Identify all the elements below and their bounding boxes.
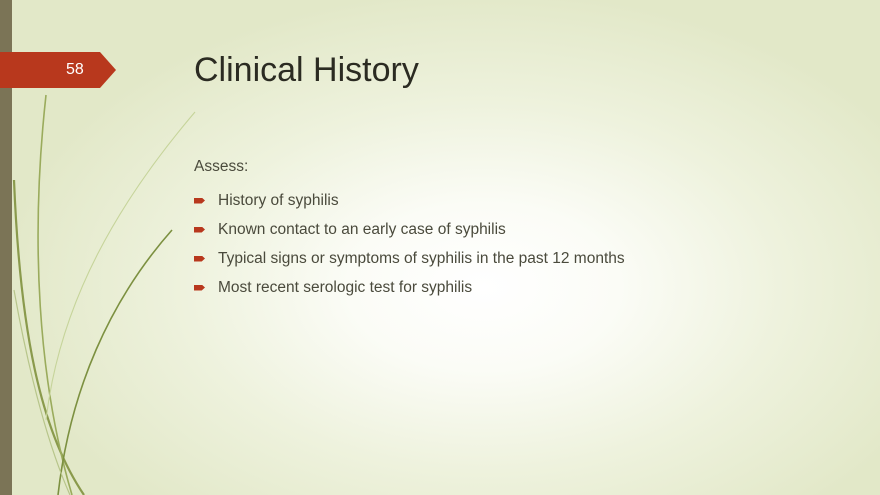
bullet-list	[194, 186, 834, 302]
arrow-bullet-icon	[194, 227, 205, 233]
assess-label: Assess:	[194, 158, 249, 175]
bullet-text: Typical signs or symptoms of syphilis in the past 12 months	[218, 249, 625, 267]
bullet-item	[194, 186, 834, 215]
slide-number: 58	[66, 61, 84, 78]
arrow-bullet-icon	[194, 198, 205, 204]
arrow-bullet-icon	[194, 285, 205, 291]
bullet-item	[194, 215, 834, 244]
slide-title: Clinical History	[194, 51, 419, 89]
bullet-item	[194, 273, 834, 302]
bullet-text: History of syphilis	[218, 191, 339, 209]
arrow-bullet-icon	[194, 256, 205, 262]
slide-content	[194, 157, 834, 302]
slide-number-tab	[0, 52, 116, 88]
bullet-text: Most recent serologic test for syphilis	[218, 278, 473, 296]
bullet-text: Known contact to an early case of syphilis	[218, 220, 506, 238]
bullet-item	[194, 244, 834, 273]
